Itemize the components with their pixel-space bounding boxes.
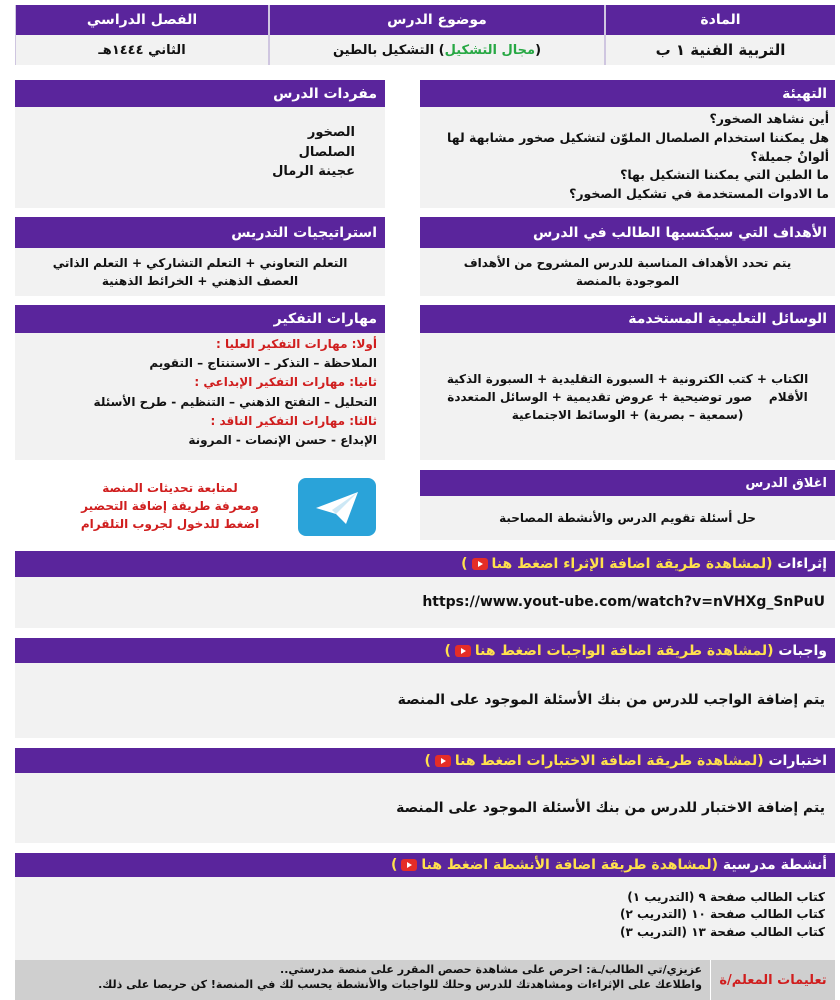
topic-column	[268, 5, 604, 65]
subject-header: المادة	[605, 5, 835, 35]
term-column	[15, 5, 268, 65]
objectives-title: الأهداف التي سيكتسبها الطالب في الدرس	[420, 217, 835, 248]
thinking-line: التحليل – التفتح الذهني – التنظيم - طرح الأسئلة	[93, 394, 377, 409]
warmup-line: هل يمكننا استخدام الصلصال الملوّن لتشكيل صخور مشابهة لها ألوانٌ جميلة؟	[447, 129, 829, 164]
telegram-link[interactable]	[60, 476, 280, 536]
tests-video-link[interactable]: (لمشاهدة طريقة اضافة الاختبارات اضغط هنا)	[424, 752, 764, 769]
youtube-icon	[472, 558, 488, 570]
vocab-body	[15, 107, 385, 208]
activity-item: كتاب الطالب صفحة ٩ (التدريب ١)	[627, 890, 825, 904]
enrichment-header	[15, 551, 835, 577]
instructions-label: تعليمات المعلم/ة	[710, 960, 835, 1000]
tests-header	[15, 748, 835, 773]
thinking-heading: ثانيا: مهارات التفكير الإبداعي :	[194, 375, 377, 390]
homework-video-link[interactable]: (لمشاهدة طريقة اضافة الواجبات اضغط هنا)	[444, 642, 774, 659]
closing-text: حل أسئلة تقويم الدرس والأنشطة المصاحبة	[420, 496, 835, 540]
warmup-line: أين نشاهد الصخور؟	[709, 111, 829, 126]
telegram-line: لمتابعة تحديثات المنصة	[102, 481, 238, 495]
subject-column	[604, 5, 835, 65]
strategies-line: العصف الذهني + الخرائط الذهنية	[101, 274, 299, 288]
enrichment-title: إثراءات	[777, 556, 827, 572]
vocab-title: مفردات الدرس	[15, 80, 385, 107]
lesson-info-table	[15, 5, 835, 65]
thinking-line: الملاحظة – التذكر – الاستنتاج – التقويم	[149, 356, 377, 371]
warmup-body	[420, 107, 835, 208]
closing-title: اغلاق الدرس	[420, 470, 835, 496]
aids-body	[420, 333, 835, 460]
thinking-heading: أولا: مهارات التفكير العليا :	[216, 337, 377, 351]
instructions-line: عزيزي/تي الطالب/ـة: احرص على مشاهدة حصص المقرر على منصة مدرستي..	[280, 963, 702, 976]
enrichment-video-link[interactable]: (لمشاهدة طريقة اضافة الإثراء اضغط هنا)	[461, 556, 773, 572]
vocab-item: الصخور	[307, 125, 355, 140]
telegram-icon[interactable]	[298, 478, 376, 536]
thinking-heading: ثالثا: مهارات التفكير الناقد :	[210, 413, 377, 428]
thinking-title: مهارات التفكير	[15, 305, 385, 333]
strategies-line: التعلم التعاوني + التعلم التشاركي + التعلم الذاتي	[52, 256, 348, 270]
teacher-instructions	[15, 960, 835, 1000]
warmup-title: التهيئة	[420, 80, 835, 107]
youtube-icon	[455, 645, 471, 657]
activities-title: أنشطة مدرسية	[722, 857, 827, 873]
activities-header	[15, 853, 835, 877]
vocab-item: عجينة الرمال	[272, 164, 355, 179]
topic-title: التشكيل بالطين	[332, 42, 435, 58]
instructions-text	[90, 960, 710, 1000]
homework-title: واجبات	[778, 642, 827, 659]
activity-item: كتاب الطالب صفحة ١٠ (التدريب ٢)	[619, 907, 825, 922]
topic-field: مجال التشكيل	[444, 42, 536, 58]
topic-header: موضوع الدرس	[269, 5, 604, 35]
telegram-line: ومعرفة طريقة إضافة التحضير	[81, 499, 259, 513]
thinking-line: الإبداع - حسن الإنصات - المرونة	[188, 432, 377, 447]
youtube-icon	[435, 755, 451, 767]
aids-title: الوسائل التعليمية المستخدمة	[420, 305, 835, 333]
subject-value: التربية الفنية ١ ب	[605, 35, 835, 65]
aids-line: الكتاب + كتب الكترونية + السبورة التقليدية + السبورة الذكية	[446, 371, 809, 386]
term-header: الفصل الدراسي	[15, 5, 268, 35]
term-value: الثاني ١٤٤٤هـ	[15, 35, 268, 65]
vocab-item: الصلصال	[298, 144, 355, 160]
aids-line: الأقلام صور توضيحية + عروض تقديمية + الوسائل المتعددة	[447, 389, 808, 404]
activities-video-link[interactable]: (لمشاهدة طريقة اضافة الأنشطة اضغط هنا)	[390, 857, 719, 873]
instructions-line: واطلاعك على الإثراءات ومشاهدتك للدرس وحلك للواجبات والأنشطة يحسب لك في المنصة! كن حريصا على ذلك.	[98, 978, 702, 992]
enrichment-url[interactable]: https://www.yout-ube.com/watch?v=nVHXg_SnPuU	[15, 577, 835, 628]
youtube-icon	[401, 859, 417, 871]
aids-line: (سمعية – بصرية) + الوسائط الاجتماعية	[511, 407, 744, 422]
warmup-line: ما الادوات المستخدمة في تشكيل الصخور؟	[569, 186, 829, 201]
activities-body	[15, 877, 835, 960]
homework-header	[15, 638, 835, 663]
warmup-line: ما الطين التي يمكننا التشكيل بها؟	[620, 167, 829, 183]
objectives-text: يتم تحدد الأهداف المناسبة للدرس المشروح من الأهداف الموجودة بالمنصة	[420, 248, 835, 296]
homework-text: يتم إضافة الواجب للدرس من بنك الأسئلة الموجود على المنصة	[15, 663, 835, 738]
activity-item: كتاب الطالب صفحة ١٣ (التدريب ٣)	[619, 924, 825, 939]
strategies-body	[15, 248, 385, 296]
topic-value: ( مجال التشكيل ) التشكيل بالطين	[269, 35, 604, 65]
telegram-line: اضغط للدخول لجروب التلقرام	[80, 517, 260, 531]
tests-title: اختبارات	[768, 752, 827, 769]
tests-text: يتم إضافة الاختبار للدرس من بنك الأسئلة الموجود على المنصة	[15, 773, 835, 843]
strategies-title: استراتيجيات التدريس	[15, 217, 385, 248]
thinking-body	[15, 333, 385, 460]
